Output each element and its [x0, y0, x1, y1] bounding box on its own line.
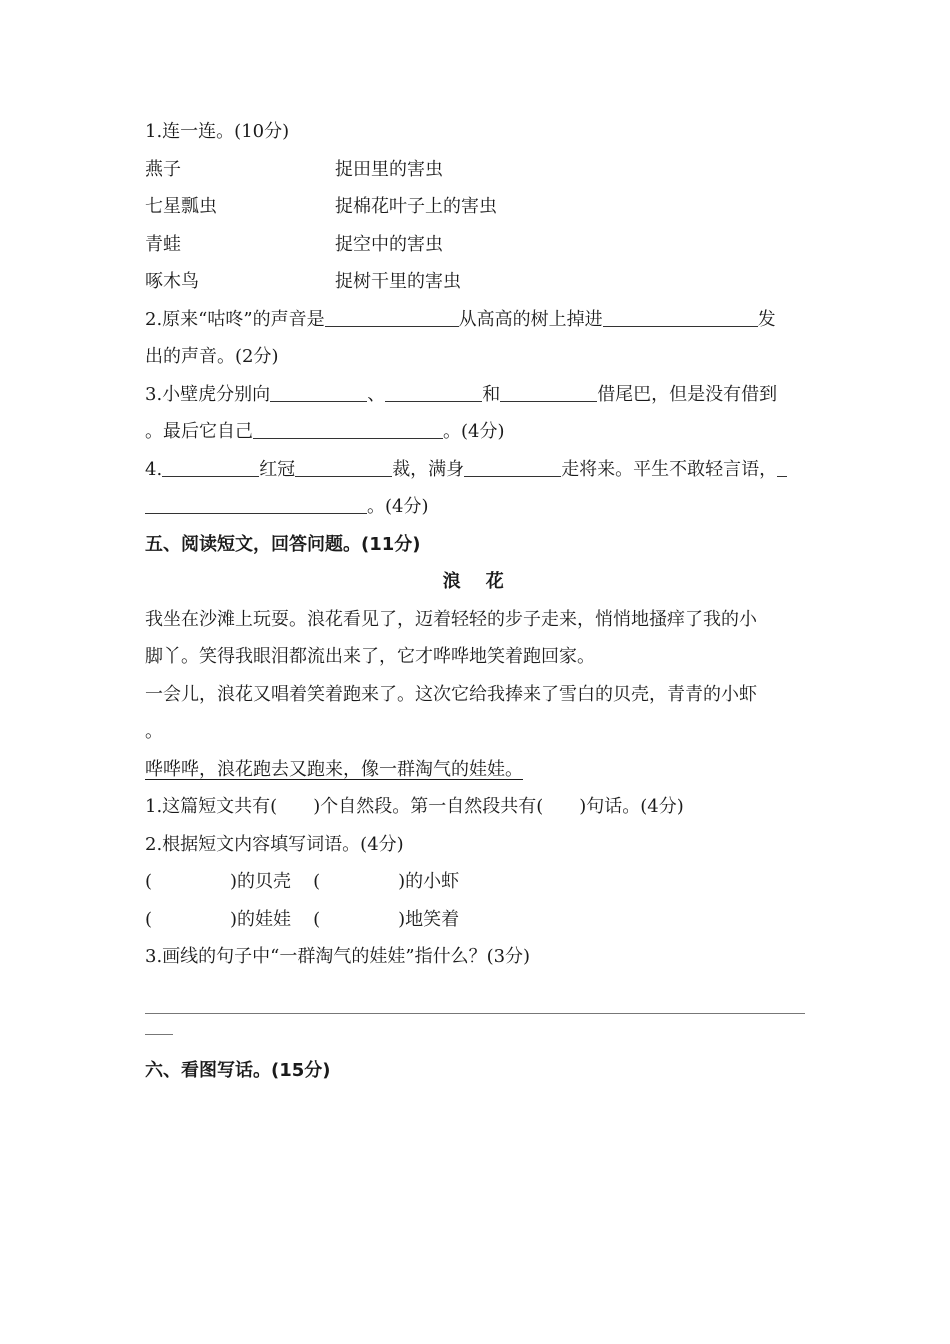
q2-text-b: 从高高的树上掉进 [458, 308, 603, 330]
paren-open: ( [313, 908, 321, 930]
fill-blank[interactable] [385, 379, 482, 402]
fill-blank[interactable] [162, 454, 259, 477]
passage-para1-line1: 我坐在沙滩上玩耍。浪花看见了，迈着轻轻的步子走来，悄悄地搔痒了我的小 [145, 608, 757, 630]
sq1-text-c: )句话。(4分) [579, 796, 684, 817]
passage-para2-line2: 。 [145, 721, 163, 742]
q2-line-1 [145, 301, 805, 339]
underlined-sentence: 哗哗哗，浪花跑去又跑来，像一群淘气的娃娃。 [145, 758, 523, 780]
answer-line-tail-row [145, 1014, 805, 1052]
match-left: 青蛙 [145, 233, 181, 255]
match-row-2 [145, 188, 805, 226]
q2-line-2: 出的声音。(2分) [145, 346, 279, 367]
match-left: 七星瓢虫 [145, 196, 217, 217]
q4-line-1 [145, 451, 805, 489]
q4-text-d: 走将来。平生不敢轻言语， [561, 458, 778, 480]
paren-close-text: )的小虾 [398, 871, 460, 892]
paren-open: ( [145, 908, 153, 930]
paren-close-text: )的娃娃 [230, 908, 292, 930]
fill-blank[interactable] [777, 454, 787, 477]
passage-para1-line2: 脚丫。笑得我眼泪都流出来了，它才哗哗地笑着跑回家。 [145, 646, 595, 667]
fill-blank[interactable] [464, 454, 561, 477]
match-left: 啄木鸟 [145, 271, 199, 292]
q3-text-f: 。(4分) [443, 421, 505, 442]
q4-text-b: 红冠 [259, 458, 296, 480]
fill-blank[interactable] [500, 379, 597, 402]
paren-close-text: )的贝壳 [230, 871, 292, 892]
match-right: 捉空中的害虫 [335, 233, 443, 255]
fill-blank[interactable] [603, 304, 758, 327]
q3-line-1 [145, 376, 805, 414]
paren-open: ( [313, 871, 321, 892]
sq1-text-b: )个自然段。第一自然段共有( [313, 796, 544, 817]
q2-text-c: 发 [757, 308, 776, 330]
paren-open: ( [145, 871, 153, 892]
q3-text-c: 和 [482, 383, 501, 405]
q3-line-2 [145, 413, 805, 451]
fill-blank[interactable] [145, 491, 367, 514]
q4-text-a: 4. [145, 458, 163, 480]
fill-blank[interactable] [295, 454, 392, 477]
sq2-row-1 [145, 863, 805, 901]
q3-text-d: 借尾巴，但是没有借到 [597, 383, 778, 405]
match-row-4 [145, 263, 805, 301]
q3-text-b: 、 [367, 383, 386, 405]
answer-line[interactable] [145, 976, 805, 1015]
sq1 [145, 788, 805, 826]
match-right: 捉树干里的害虫 [335, 271, 461, 292]
passage-para2-line1: 一会儿，浪花又唱着笑着跑来了。这次它给我捧来了雪白的贝壳，青青的小虾 [145, 683, 757, 705]
q4-line-2 [145, 488, 805, 526]
sq3-question: 3.画线的句子中“一群淘气的娃娃”指什么？(3分) [145, 946, 531, 967]
paren-close-text: )地笑着 [398, 908, 460, 930]
sq2-row-2 [145, 901, 805, 939]
q1-title: 1.连一连。(10分) [145, 121, 290, 142]
match-left: 燕子 [145, 158, 181, 180]
match-row-3 [145, 226, 805, 264]
section6-heading: 六、看图写话。(15分) [145, 1059, 331, 1081]
sq1-text-a: 1.这篇短文共有( [145, 796, 278, 817]
match-right: 捉棉花叶子上的害虫 [335, 196, 497, 217]
q3-text-a: 3.小壁虎分别向 [145, 383, 271, 405]
answer-line-tail[interactable] [145, 1014, 173, 1035]
q2-text-a: 2.原来“咕咚”的声音是 [145, 308, 325, 330]
match-row-1 [145, 151, 805, 189]
fill-blank[interactable] [270, 379, 367, 402]
passage-para3 [145, 751, 805, 789]
fill-blank[interactable] [325, 304, 459, 327]
passage-title: 浪 花 [442, 571, 508, 592]
worksheet-page [145, 113, 805, 1089]
q4-text-e: 。(4分) [367, 496, 429, 517]
match-right: 捉田里的害虫 [335, 158, 443, 180]
sq2-title: 2.根据短文内容填写词语。(4分) [145, 833, 404, 855]
section5-heading: 五、阅读短文，回答问题。(11分) [145, 533, 421, 555]
fill-blank[interactable] [253, 416, 443, 439]
q4-text-c: 裁，满身 [392, 458, 465, 480]
q3-text-e: 。最后它自己 [145, 421, 253, 442]
